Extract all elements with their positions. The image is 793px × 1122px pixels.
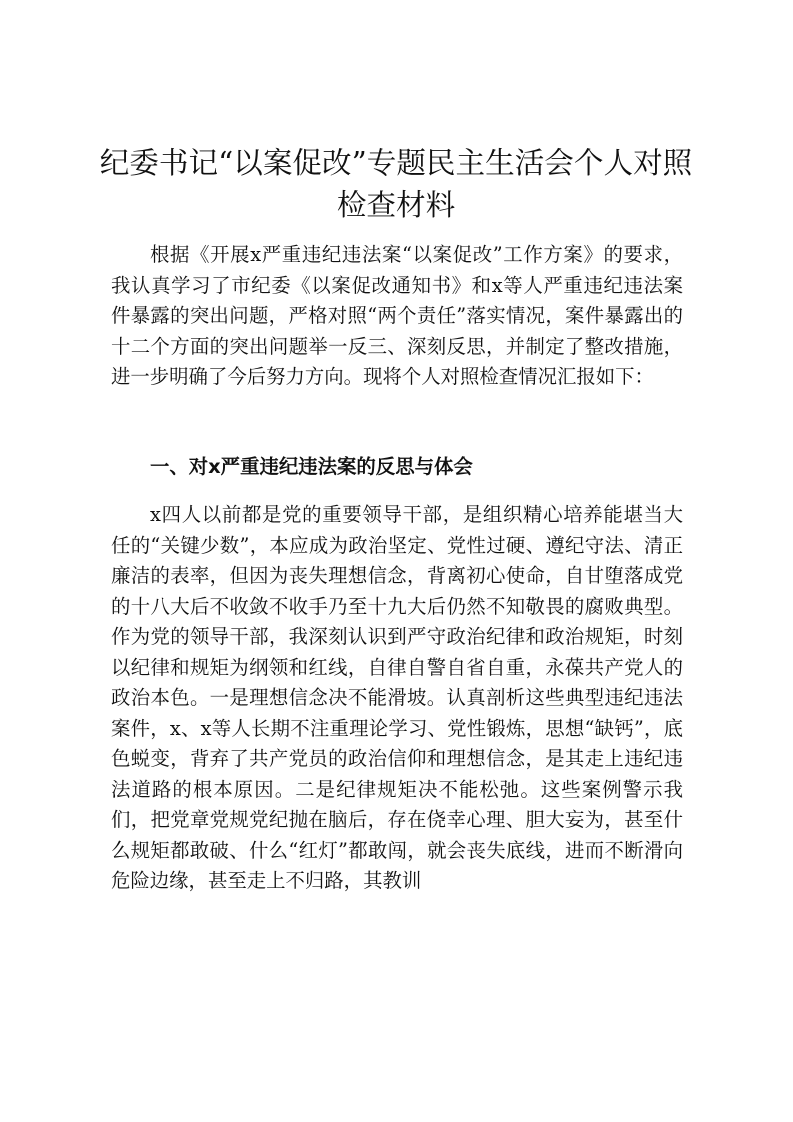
section-heading: 一、对x严重违纪违法案的反思与体会 xyxy=(150,455,473,478)
section-paragraph: x四人以前都是党的重要领导干部，是组织精心培养能堪当大任的“关键少数”，本应成为政治坚定、党性过硬、遵纪守法、清正廉洁的表率，但因为丧失理想信念，背离初心使命，自甘堕落成党的十八大后不收敛不收手乃至十九大后仍然不知敬畏的腐败典型。作为党的领导干部，我深刻认识到严守政治纪律和政治规矩，时刻以纪律和规矩为纲领和红线，自律自警自省自重，永葆共产党人的政治本色。一是理想信念决不能滑坡。认真剖析这些典型违纪违法案件，x、x等人长期不注重理论学习、党性锻炼，思想“缺钙”，底色蜕变，背弃了共产党员的政治信仰和理想信念，是其走上违纪违法道路的根本原因。二是纪律规矩决不能松弛。这些案例警示我们，把党章党规党纪抛在脑后，存在侥幸心理、胆大妄为，甚至什么规矩都敢破、什么“红灯”都敢闯，就会丧失底线，进而不断滑向危险边缘，甚至走上不归路，其教训 xyxy=(111,503,683,892)
intro-paragraph: 根据《开展x严重违纪违法案“以案促改”工作方案》的要求，我认真学习了市纪委《以案促改通知书》和x等人严重违纪违法案件暴露的突出问题，严格对照“两个责任”落实情况，案件暴露出的十二个方面的突出问题举一反三、深刻反思，并制定了整改措施，进一步明确了今后努力方向。现将个人对照检查情况汇报如下： xyxy=(111,243,683,388)
document-title: 纪委书记“以案促改”专题民主生活会个人对照检查材料 xyxy=(99,146,693,222)
